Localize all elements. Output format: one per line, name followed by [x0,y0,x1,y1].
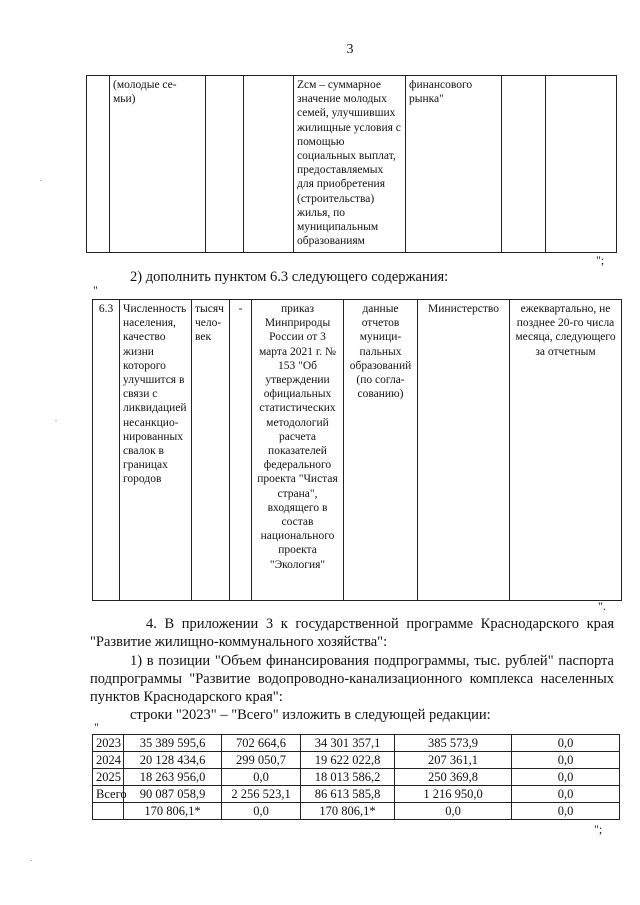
finance-value-cell: 0,0 [512,769,620,786]
finance-year-cell: 2023 [93,735,124,752]
finance-value-cell: 1 216 950,0 [395,786,512,803]
item-2-text: 2) дополнить пунктом 6.3 следующего содержания: [130,269,449,285]
finance-value-cell: 0,0 [512,786,620,803]
finance-value-cell: 207 361,1 [395,752,512,769]
finance-table-row [93,735,620,752]
finance-value-cell: 19 622 022,8 [301,752,395,769]
responsible: Министерство [418,300,510,601]
data-source: данные отчетов муници-пальных образований (по согла-сованию) [344,300,418,601]
row-number: 6.3 [93,300,120,601]
top-table-cell-source: финансового рынка" [406,76,502,253]
finance-table-row [93,786,620,803]
top-table-cell-formula: Zсм – суммарное значение молодых семей, улучшивших жилищные условия с помощью социальных выплат, предоставляемых для приобретения (строительства) жилья, по муниципальным образованиям [294,76,406,253]
paragraph-4-1: 1) в позиции "Объем финансирования подпрограммы, тыс. рублей" паспорта подпрограммы "Развитие водопроводно-канализационного комплекса населенных пунктов Краснодарского края": [90,653,614,705]
finance-table-row [93,752,620,769]
finance-value-cell: 299 050,7 [222,752,301,769]
finance-value-cell: 18 263 956,0 [124,769,222,786]
dash-cell: - [230,300,252,601]
scan-speck [40,180,42,181]
finance-value-cell: 702 664,6 [222,735,301,752]
finance-value-cell: 0,0 [222,769,301,786]
indicator-name: Численность населения, качество жизни которого улучшится в связи с ликвидацией несанкцио-нированных свалок в границах городов [120,300,192,601]
finance-value-cell: 170 806,1* [124,803,222,820]
finance-value-cell: 170 806,1* [301,803,395,820]
paragraph-4-2: строки "2023" – "Всего" изложить в следующей редакции: [130,707,491,723]
finance-value-cell: 250 369,8 [395,769,512,786]
top-table-cell-name: (молодые се- мьи) [110,76,206,253]
finance-value-cell: 0,0 [512,735,620,752]
unit: тысяч чело-век [192,300,230,601]
finance-year-cell: 2025 [93,769,124,786]
finance-value-cell: 0,0 [512,752,620,769]
close-quote-1: "; [596,253,605,267]
methodology: приказ Минприроды России от 3 марта 2021 г. № 153 "Об утверждении официальных статистических методологий расчета показателей федерального проекта "Чистая страна", входящего в состав национального проекта "Экология" [252,300,344,601]
top-table [86,75,617,253]
finance-value-cell: 90 087 058,9 [124,786,222,803]
close-quote-2: ". [598,599,606,613]
page-number: 3 [346,42,354,57]
finance-year-cell: Всего [93,786,124,803]
finance-year-cell [93,803,124,820]
close-quote-3: "; [594,822,603,836]
scan-speck [30,860,32,861]
finance-value-cell: 20 128 434,6 [124,752,222,769]
finance-value-cell: 18 013 586,2 [301,769,395,786]
finance-value-cell: 0,0 [222,803,301,820]
finance-table-row [93,769,620,786]
scan-speck [55,420,57,421]
open-quote-1: " [93,283,98,297]
finance-year-cell: 2024 [93,752,124,769]
finance-value-cell: 385 573,9 [395,735,512,752]
finance-table-row [93,803,620,820]
period: ежеквартально, не позднее 20-го числа месяца, следующего за отчетным [510,300,622,601]
finance-value-cell: 34 301 357,1 [301,735,395,752]
finance-table [92,734,620,820]
finance-value-cell: 2 256 523,1 [222,786,301,803]
finance-value-cell: 35 389 595,6 [124,735,222,752]
finance-value-cell: 0,0 [512,803,620,820]
open-quote-2: " [94,720,99,734]
row-6-3-table [92,299,622,601]
finance-value-cell: 86 613 585,8 [301,786,395,803]
paragraph-4: 4. В приложении 3 к государственной программе Краснодарского края "Развитие жилищно-коммунального хозяйства": [90,616,614,650]
finance-value-cell: 0,0 [395,803,512,820]
